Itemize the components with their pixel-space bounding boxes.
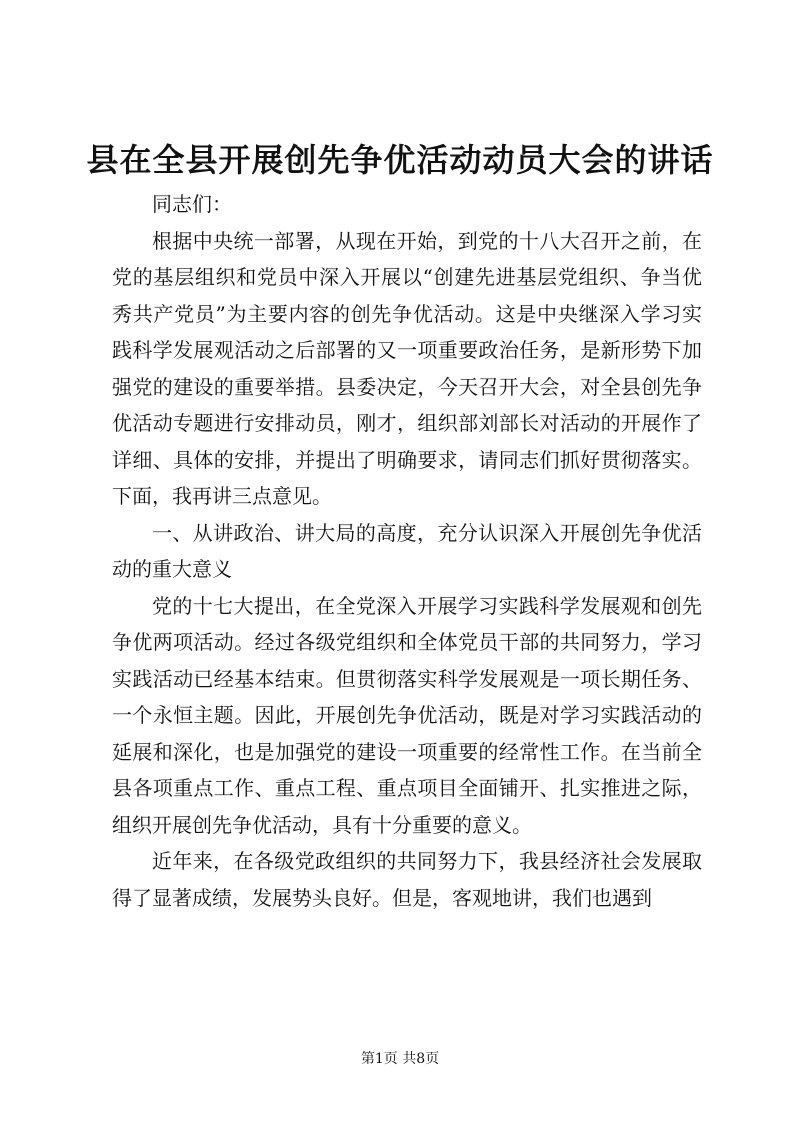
page-number-footer: 第1页 共8页 [360, 1051, 440, 1067]
document-body [112, 186, 702, 916]
body-paragraph: 根据中央统一部署，从现在开始，到党的十八大召开之前，在党的基层组织和党员中深入开展以“创建先进基层党组织、争当优秀共产党员”为主要内容的创先争优活动。这是中央继深入学习实践科学发展观活动之后部署的又一项重要政治任务，是新形势下加强党的建设的重要举措。县委决定，今天召开大会，对全县创先争优活动专题进行安排动员，刚才，组织部刘部长对活动的开展作了详细、具体的安排，并提出了明确要求，请同志们抓好贯彻落实。下面，我再讲三点意见。 [112, 228, 702, 508]
body-paragraph: 党的十七大提出，在全党深入开展学习实践科学发展观和创先争优两项活动。经过各级党组织和全体党员干部的共同努力，学习实践活动已经基本结束。但贯彻落实科学发展观是一项长期任务、一个永恒主题。因此，开展创先争优活动，既是对学习实践活动的延展和深化，也是加强党的建设一项重要的经常性工作。在当前全县各项重点工作、重点工程、重点项目全面铺开、扎实推进之际，组织开展创先争优活动，具有十分重要的意义。 [112, 593, 702, 837]
salutation-paragraph: 同志们： [152, 192, 232, 216]
section-heading: 一、从讲政治、讲大局的高度，充分认识深入开展创先争优活动的重大意义 [112, 520, 702, 581]
document-title: 县在全县开展创先争优活动动员大会的讲话 [86, 141, 714, 179]
body-paragraph: 近年来，在各级党政组织的共同努力下，我县经济社会发展取得了显著成绩，发展势头良好。但是，客观地讲，我们也遇到 [112, 849, 702, 910]
